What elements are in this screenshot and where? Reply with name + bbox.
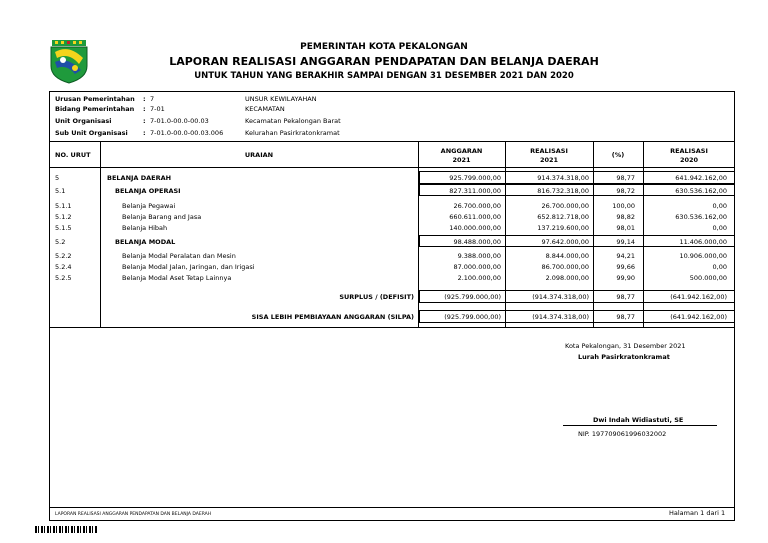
row-prev: 630.536.162,00 [675, 187, 727, 195]
row-no: 5.1.5 [55, 224, 72, 232]
rule [49, 141, 735, 142]
info-code: 7-01.0-00.0-00.03 [150, 117, 209, 125]
row-no: 5 [55, 174, 60, 182]
silpa-pct: 98,77 [616, 313, 635, 321]
info-code: 7-01 [150, 105, 165, 113]
row-no: 5.1.1 [55, 202, 72, 210]
row-pct: 94,21 [616, 252, 635, 260]
silpa-realisasi: (914.374.318,00) [532, 313, 589, 321]
row-uraian: BELANJA MODAL [115, 238, 176, 246]
row-uraian: BELANJA DAERAH [107, 174, 172, 182]
row-no: 5.2.4 [55, 263, 72, 271]
surplus-realisasi: (914.374.318,00) [532, 293, 589, 301]
row-anggaran: 925.799.000,00 [449, 174, 501, 182]
row-uraian: Belanja Modal Jalan, Jaringan, dan Irigasi [122, 263, 255, 271]
row-prev: 630.536.162,00 [675, 213, 727, 221]
info-sep: : [143, 105, 146, 113]
row-prev: 0,00 [712, 263, 727, 271]
col-uraian-header: URAIAN [244, 151, 274, 159]
row-realisasi: 816.732.318,00 [537, 187, 589, 195]
info-sep: : [143, 95, 146, 103]
row-pct: 98,82 [616, 213, 635, 221]
col-realisasi-year: 2021 [539, 156, 559, 164]
row-prev: 500.000,00 [689, 274, 727, 282]
row-anggaran: 827.311.000,00 [449, 187, 501, 195]
row-pct: 99,66 [616, 263, 635, 271]
report-title: LAPORAN REALISASI ANGGARAN PENDAPATAN DAN BELANJA DAERAH [169, 55, 599, 68]
silpa-label: SISA LEBIH PEMBIAYAAN ANGGARAN (SILPA) [251, 313, 414, 321]
row-realisasi: 97.642.000,00 [541, 238, 589, 246]
info-sep: : [143, 117, 146, 125]
signer-role: Lurah Pasirkratonkramat [578, 353, 670, 361]
row-uraian: BELANJA OPERASI [115, 187, 181, 195]
info-name: KECAMATAN [245, 105, 285, 113]
signer-name: Dwi Indah Widiastuti, SE [593, 416, 684, 424]
row-uraian: Belanja Modal Peralatan dan Mesin [122, 252, 236, 260]
surplus-prev: (641.942.162,00) [670, 293, 727, 301]
row-pct: 98,72 [616, 187, 635, 195]
row-pct: 99,90 [616, 274, 635, 282]
info-label: Bidang Pemerintahan [55, 105, 135, 113]
signer-nip: NIP. 197709061996032002 [578, 430, 667, 438]
row-realisasi: 914.374.318,00 [537, 174, 589, 182]
row-pct: 99,14 [616, 238, 635, 246]
row-anggaran: 98.488.000,00 [453, 238, 501, 246]
info-label: Sub Unit Organisasi [55, 129, 128, 137]
info-name: Kelurahan Pasirkratonkramat [245, 129, 340, 137]
signature-line [563, 425, 717, 426]
place-date: Kota Pekalongan, 31 Desember 2021 [565, 342, 686, 350]
row-pct: 98,01 [616, 224, 635, 232]
row-no: 5.2.2 [55, 252, 72, 260]
rule [49, 327, 735, 328]
rule [49, 167, 735, 168]
row-uraian: Belanja Hibah [122, 224, 168, 232]
info-name: UNSUR KEWILAYAHAN [245, 95, 317, 103]
row-anggaran: 660.611.000,00 [449, 213, 501, 221]
row-realisasi: 137.219.600,00 [537, 224, 589, 232]
row-realisasi: 8.844.000,00 [545, 252, 589, 260]
silpa-anggaran: (925.799.000,00) [444, 313, 501, 321]
row-uraian: Belanja Pegawai [122, 202, 176, 210]
col-anggaran-year: 2021 [452, 156, 471, 164]
gov-name: PEMERINTAH KOTA PEKALONGAN [300, 42, 468, 52]
row-prev: 641.942.162,00 [675, 174, 727, 182]
barcode-mark [35, 526, 97, 533]
row-prev: 0,00 [712, 224, 727, 232]
row-prev: 0,00 [712, 202, 727, 210]
row-no: 5.1.2 [55, 213, 72, 221]
silpa-prev: (641.942.162,00) [670, 313, 727, 321]
col-realisasi-header: REALISASI [530, 147, 568, 155]
row-no: 5.1 [55, 187, 66, 195]
row-pct: 98,77 [616, 174, 635, 182]
info-label: Urusan Pemerintahan [55, 95, 135, 103]
surplus-pct: 98,77 [616, 293, 635, 301]
info-label: Unit Organisasi [55, 117, 112, 125]
row-uraian: Belanja Modal Aset Tetap Lainnya [122, 274, 232, 282]
col-pct-header: (%) [611, 151, 625, 159]
page-number: Halaman 1 dari 1 [669, 509, 726, 517]
row-no: 5.2 [55, 238, 66, 246]
col-prev-header: REALISASI [670, 147, 708, 155]
row-uraian: Belanja Barang and Jasa [122, 213, 202, 221]
col-no-header: NO. URUT [55, 151, 91, 159]
row-realisasi: 652.812.718,00 [537, 213, 589, 221]
col-prev-year: 2020 [679, 156, 699, 164]
row-anggaran: 140.000.000,00 [449, 224, 501, 232]
row-prev: 11.406.000,00 [679, 238, 727, 246]
row-pct: 100,00 [612, 202, 635, 210]
report-subtitle: UNTUK TAHUN YANG BERAKHIR SAMPAI DENGAN 31 DESEMBER 2021 DAN 2020 [194, 71, 574, 81]
row-anggaran: 26.700.000,00 [453, 202, 501, 210]
info-name: Kecamatan Pekalongan Barat [245, 117, 341, 125]
row-anggaran: 9.388.000,00 [457, 252, 501, 260]
rule [49, 507, 735, 508]
info-code: 7 [150, 95, 155, 103]
surplus-anggaran: (925.799.000,00) [444, 293, 501, 301]
row-no: 5.2.5 [55, 274, 72, 282]
row-realisasi: 86.700.000,00 [541, 263, 589, 271]
surplus-label: SURPLUS / (DEFISIT) [339, 293, 414, 301]
row-prev: 10.906.000,00 [679, 252, 727, 260]
info-code: 7-01.0-00.0-00.03.006 [150, 129, 224, 137]
row-anggaran: 87.000.000,00 [453, 263, 501, 271]
row-realisasi: 2.098.000,00 [545, 274, 589, 282]
row-anggaran: 2.100.000,00 [457, 274, 501, 282]
row-realisasi: 26.700.000,00 [541, 202, 589, 210]
col-anggaran-header: ANGGARAN [440, 147, 483, 155]
footer-report-name: LAPORAN REALISASI ANGGARAN PENDAPATAN DAN BELANJA DAERAH [55, 512, 212, 517]
info-sep: : [143, 129, 146, 137]
